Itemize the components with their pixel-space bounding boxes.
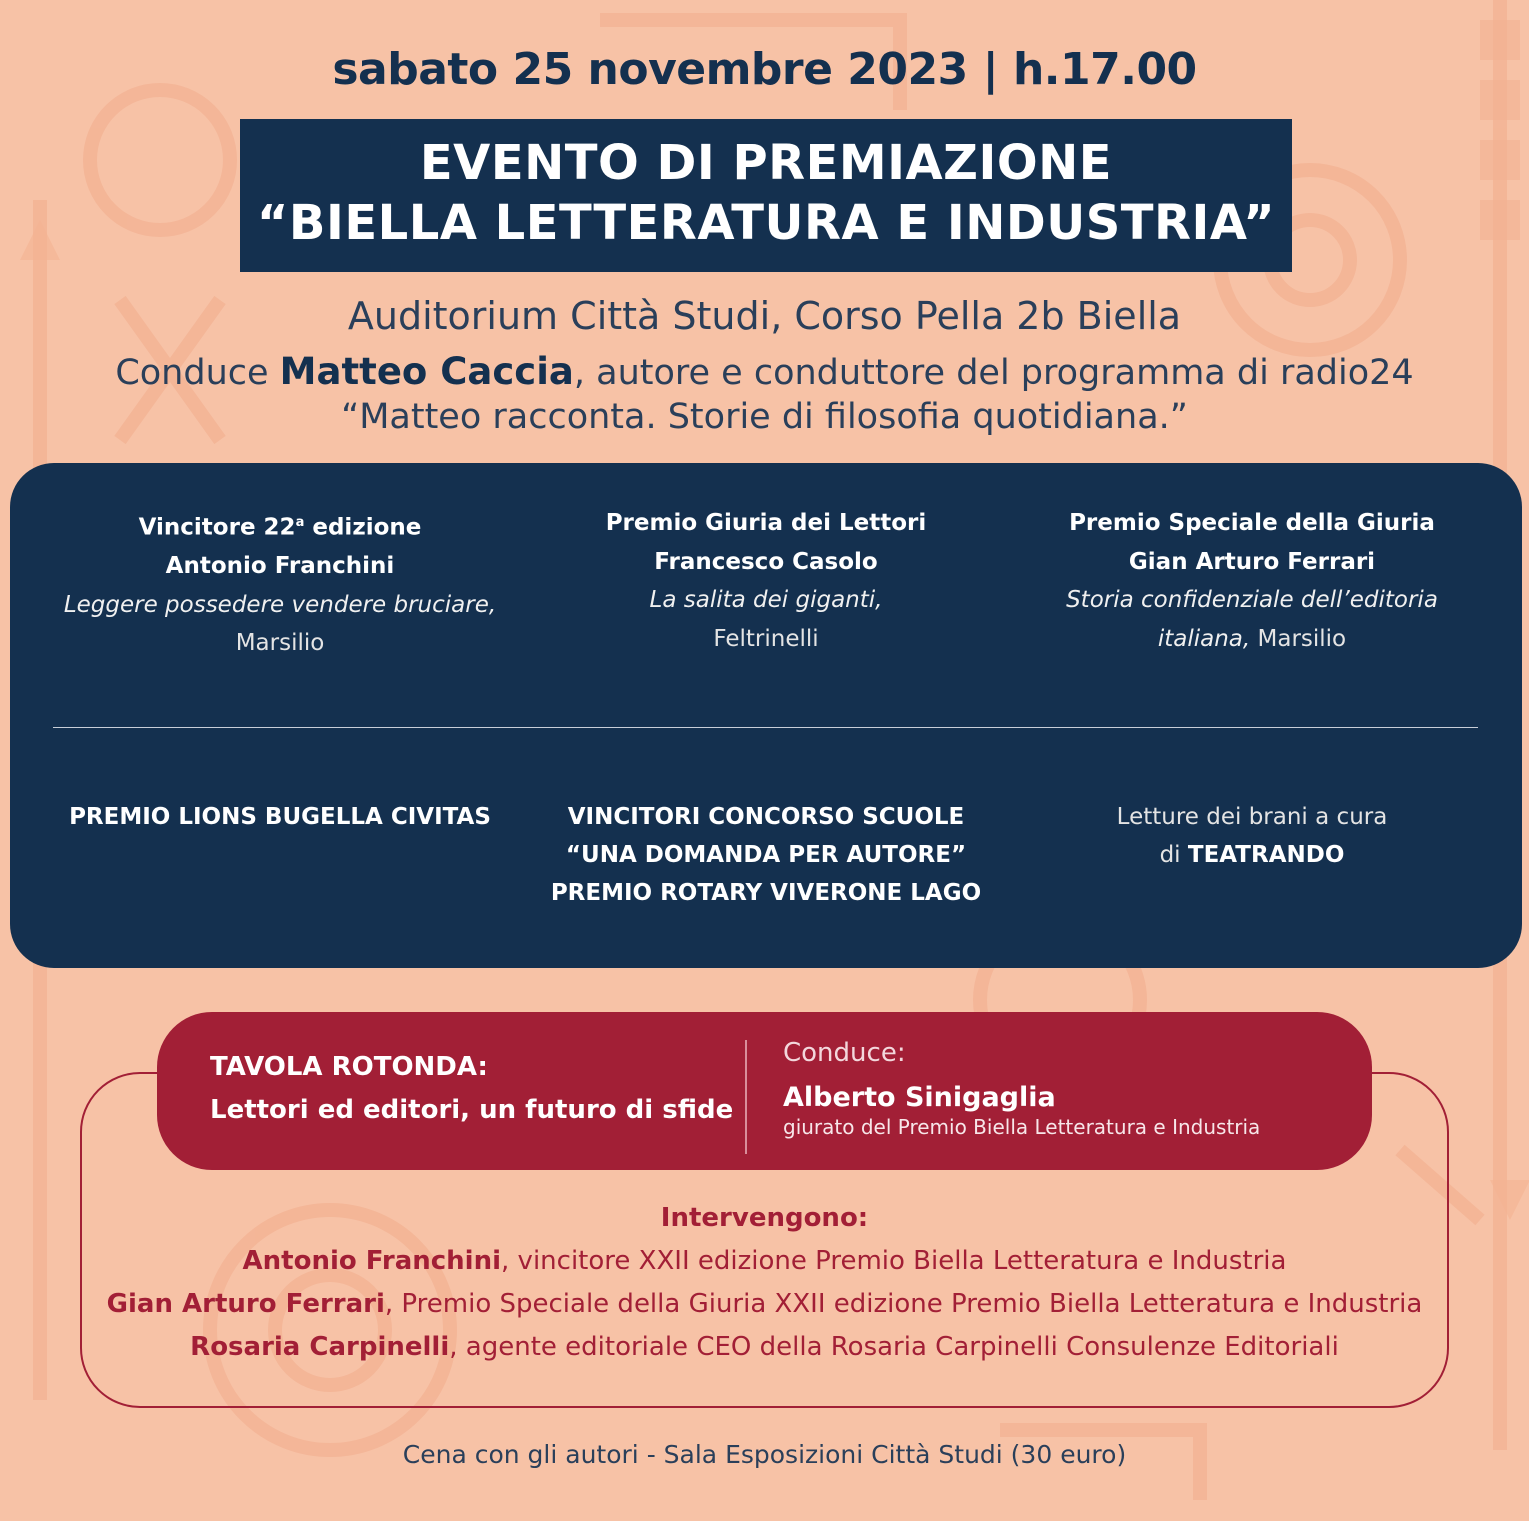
round-table-topic bbox=[210, 1046, 733, 1132]
event-title-line1: EVENTO DI PREMIAZIONE bbox=[419, 135, 1113, 191]
schools-line2: “UNA DOMANDA PER AUTORE” bbox=[565, 842, 967, 868]
readings-line1: Letture dei brani a cura bbox=[1116, 804, 1388, 830]
host-suffix: , autore e conduttore del programma di radio24 bbox=[573, 353, 1414, 393]
event-title-line2: “BIELLA LETTERATURA E INDUSTRIA” bbox=[256, 195, 1276, 251]
dinner-info: Cena con gli autori - Sala Esposizioni Città Studi (30 euro) bbox=[402, 1440, 1127, 1469]
award-heading-sup: a bbox=[295, 515, 305, 530]
event-venue: Auditorium Città Studi, Corso Pella 2b Biella bbox=[347, 294, 1182, 338]
lions-prize bbox=[45, 798, 515, 836]
moderator-label: Conduce: bbox=[783, 1038, 906, 1068]
host-prefix: Conduce bbox=[115, 353, 280, 393]
award-readers-jury bbox=[531, 504, 1001, 658]
award-winner-22nd bbox=[45, 504, 515, 663]
speaker-name: Antonio Franchini bbox=[242, 1246, 502, 1276]
speakers-heading: Intervengono: bbox=[660, 1203, 869, 1233]
event-title-banner bbox=[240, 119, 1292, 272]
round-table-label: TAVOLA ROTONDA: bbox=[210, 1052, 488, 1082]
award-heading: Premio Giuria dei Lettori bbox=[605, 510, 927, 536]
award-special-jury bbox=[1017, 504, 1487, 658]
speaker-role: , agente editoriale CEO della Rosaria Carpinelli Consulenze Editoriali bbox=[449, 1332, 1339, 1362]
award-heading-suffix: edizione bbox=[304, 514, 422, 541]
award-heading-prefix: Vincitore 22 bbox=[138, 514, 296, 541]
round-table-banner bbox=[157, 1012, 1372, 1170]
readings-prefix: di bbox=[1159, 842, 1188, 868]
event-date-time: sabato 25 novembre 2023 | h.17.00 bbox=[332, 44, 1197, 95]
speaker-item bbox=[0, 1326, 1529, 1369]
schools-line1: VINCITORI CONCORSO SCUOLE bbox=[567, 804, 965, 830]
moderator-name: Alberto Sinigaglia bbox=[783, 1082, 1056, 1113]
readings-credit bbox=[1017, 798, 1487, 874]
lions-prize-label: PREMIO LIONS BUGELLA CIVITAS bbox=[69, 804, 491, 830]
round-table-separator bbox=[745, 1040, 747, 1154]
awards-divider bbox=[53, 727, 1478, 728]
award-winner-name: Francesco Casolo bbox=[654, 548, 878, 575]
event-host bbox=[0, 350, 1529, 439]
schools-contest bbox=[531, 798, 1001, 912]
speaker-role: , Premio Speciale della Giuria XXII edizione Premio Biella Letteratura e Industria bbox=[384, 1289, 1423, 1319]
round-table-moderator bbox=[783, 1038, 1260, 1139]
readings-name: TEATRANDO bbox=[1187, 842, 1345, 868]
schools-line3: PREMIO ROTARY VIVERONE LAGO bbox=[550, 880, 982, 906]
speakers-list bbox=[0, 1197, 1529, 1369]
award-heading: Premio Speciale della Giuria bbox=[1069, 510, 1435, 536]
award-winner-publisher: Marsilio bbox=[1250, 625, 1347, 652]
award-winner-publisher: Feltrinelli bbox=[713, 625, 819, 652]
speaker-item bbox=[0, 1240, 1529, 1283]
award-winner-book-line2: italiana, bbox=[1157, 625, 1251, 652]
award-winner-book-line1: Storia confidenziale dell’editoria bbox=[1066, 587, 1438, 613]
host-program: “Matteo racconta. Storie di filosofia quotidiana.” bbox=[341, 397, 1188, 437]
speaker-name: Gian Arturo Ferrari bbox=[106, 1289, 385, 1319]
speaker-item bbox=[0, 1283, 1529, 1326]
round-table-title: Lettori ed editori, un futuro di sfide bbox=[210, 1095, 734, 1125]
speaker-role: , vincitore XXII edizione Premio Biella Letteratura e Industria bbox=[501, 1246, 1287, 1276]
award-winner-publisher: Marsilio bbox=[235, 630, 325, 657]
award-winner-name: Antonio Franchini bbox=[165, 553, 395, 580]
award-winner-name: Gian Arturo Ferrari bbox=[1128, 548, 1376, 575]
award-winner-book: La salita dei giganti, bbox=[649, 587, 883, 613]
host-name: Matteo Caccia bbox=[279, 350, 574, 393]
moderator-role: giurato del Premio Biella Letteratura e Industria bbox=[783, 1115, 1261, 1139]
speaker-name: Rosaria Carpinelli bbox=[190, 1332, 450, 1362]
award-winner-book: Leggere possedere vendere bruciare, bbox=[63, 591, 497, 618]
